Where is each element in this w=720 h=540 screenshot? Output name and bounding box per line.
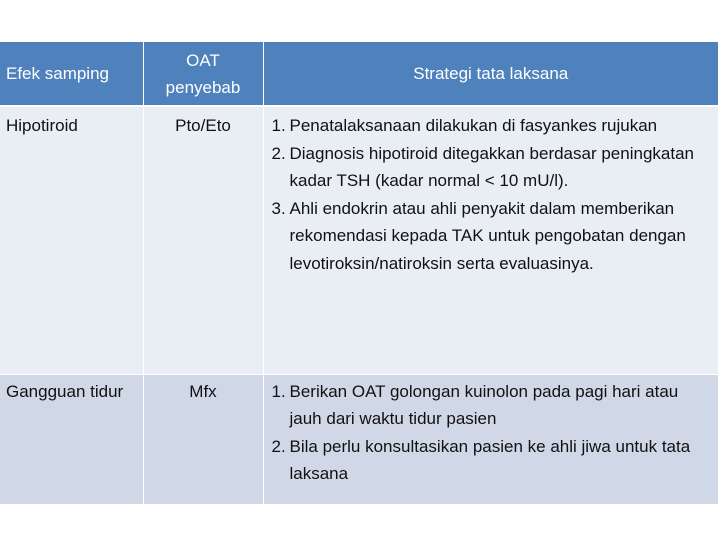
step-number: 2.: [271, 143, 286, 163]
strategy-steps: [272, 112, 713, 277]
table-row: [0, 374, 718, 504]
step-text: Berikan OAT golongan kuinolon pada pagi hari atau jauh dari waktu tidur pasien: [289, 381, 679, 428]
header-strategy: Strategi tata laksana: [263, 42, 718, 106]
header-effect: Efek samping: [0, 42, 143, 106]
strategy-step: [272, 433, 713, 488]
step-text: Penatalaksanaan dilakukan di fasyankes rujukan: [289, 116, 658, 135]
strategy-step: [272, 195, 713, 278]
table-row: [0, 106, 718, 374]
row-effect: Gangguan tidur: [0, 374, 143, 504]
step-text: Bila perlu konsultasikan pasien ke ahli jiwa untuk tata laksana: [289, 436, 691, 483]
table-header-row: [0, 42, 718, 106]
header-drug: OAT penyebab: [143, 42, 263, 106]
step-text: Diagnosis hipotiroid ditegakkan berdasar peningkatan kadar TSH (kadar normal < 10 mU/l).: [289, 143, 694, 190]
side-effects-table: [0, 42, 718, 504]
row-effect: Hipotiroid: [0, 106, 143, 374]
step-number: 2.: [271, 436, 286, 456]
row-drug: Mfx: [143, 374, 263, 504]
row-strategy: [263, 106, 718, 374]
row-strategy: [263, 374, 718, 504]
strategy-step: [272, 378, 713, 433]
step-number: 1.: [271, 116, 286, 135]
step-number: 3.: [271, 198, 286, 218]
strategy-step: [272, 140, 713, 195]
strategy-steps: [272, 378, 713, 488]
strategy-step: [272, 112, 713, 140]
step-number: 1.: [271, 381, 286, 401]
row-drug: Pto/Eto: [143, 106, 263, 374]
step-text: Ahli endokrin atau ahli penyakit dalam memberikan rekomendasi kepada TAK untuk pengobatan dengan levotiroksin/natiroksin serta evaluasinya.: [289, 198, 686, 273]
